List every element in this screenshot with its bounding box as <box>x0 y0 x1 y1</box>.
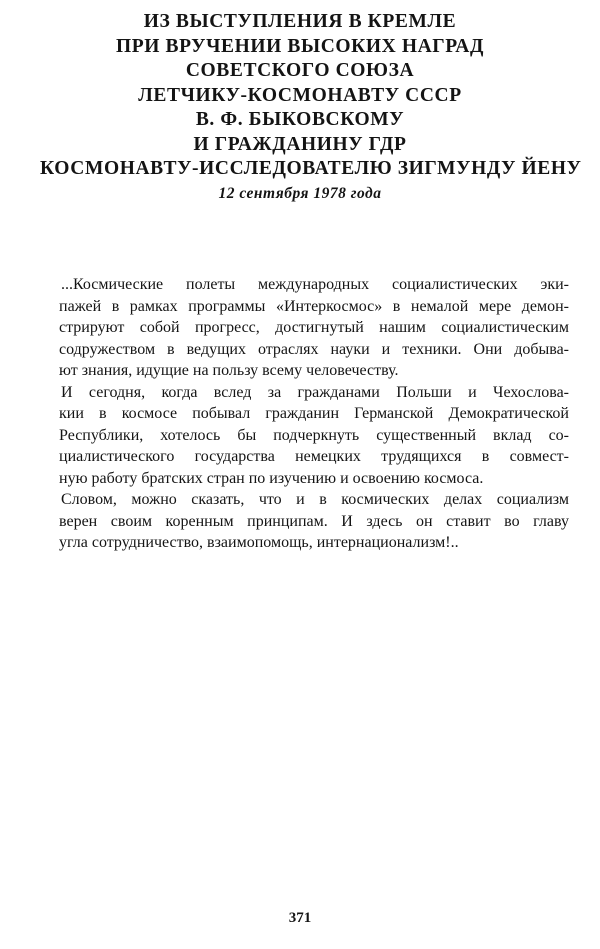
heading-line: ИЗ ВЫСТУПЛЕНИЯ В КРЕМЛЕ <box>143 11 457 32</box>
document-heading <box>40 10 582 182</box>
text-line: пажей в рамках программы «Интеркосмос» в немалой мере демон- <box>59 297 569 315</box>
text-line: стрируют собой прогресс, достигнутый нашим социалистическим <box>59 319 569 336</box>
text-line: ...Космические полеты международных социалистических эки- <box>61 276 569 293</box>
page-number: 371 <box>288 910 312 926</box>
body-text <box>59 274 569 554</box>
heading-line: СОВЕТСКОГО СОЮЗА <box>185 60 415 81</box>
text-line: содружеством в ведущих отраслях науки и техники. Они добыва- <box>59 340 569 358</box>
text-line: угла сотрудничество, взаимопомощь, интернационализм!.. <box>59 534 459 551</box>
paragraph-1 <box>59 274 569 382</box>
text-line: Словом, можно сказать, что и в космических делах социализм <box>61 491 569 508</box>
heading-line: КОСМОНАВТУ-ИССЛЕДОВАТЕЛЮ ЗИГМУНДУ ЙЕНУ <box>40 158 582 179</box>
text-line: ную работу братских стран по изучению и освоению космоса. <box>59 469 484 487</box>
paragraph-2 <box>59 382 569 490</box>
speech-date: 12 сентября 1978 года <box>218 185 382 202</box>
heading-line: И ГРАЖДАНИНУ ГДР <box>193 133 407 155</box>
heading-line: ЛЕТЧИКУ-КОСМОНАВТУ СССР <box>138 84 462 106</box>
text-line: циалистического государства немецких трудящихся в совмест- <box>59 448 569 465</box>
heading-line: В. Ф. БЫКОВСКОМУ <box>195 109 405 130</box>
text-line: ют знания, идущие на пользу всему человечеству. <box>59 362 399 379</box>
paragraph-3 <box>59 489 569 554</box>
text-line: верен своим коренным принципам. И здесь он ставит во главу <box>59 512 569 530</box>
text-line: Республики, хотелось бы подчеркнуть существенный вклад со- <box>59 426 569 444</box>
text-line: И сегодня, когда вслед за гражданами Польши и Чехослова- <box>61 383 569 401</box>
heading-line: ПРИ ВРУЧЕНИИ ВЫСОКИХ НАГРАД <box>116 35 484 57</box>
text-line: кии в космосе побывал гражданин Германской Демократической <box>59 405 569 422</box>
